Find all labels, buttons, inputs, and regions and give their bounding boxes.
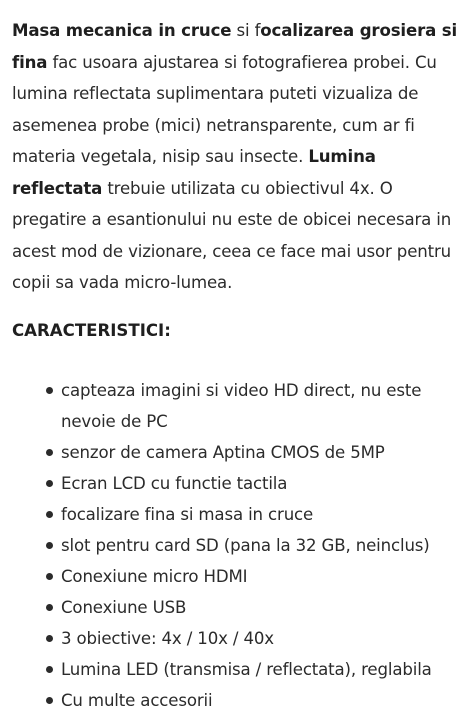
list-item — [12, 530, 468, 561]
list-item — [12, 654, 468, 685]
bullet-icon — [46, 604, 53, 611]
list-item — [12, 437, 468, 468]
feature-text: Lumina LED (transmisa / reflectata), reglabila — [61, 660, 432, 679]
list-item — [12, 623, 468, 654]
bold-phrase-reflected-light: Lumina reflectata — [12, 147, 376, 198]
bullet-icon — [46, 449, 53, 456]
bold-phrase-stage: Masa mecanica in cruce — [12, 21, 232, 40]
features-list — [12, 375, 468, 716]
text-fragment: fac usoara ajustarea si fotografierea probei. Cu lumina reflectata suplimentara puteti vizualiza de asemenea probe (mici) netransparente, cum ar fi materia vegetala, nisip sau insecte. — [12, 52, 437, 166]
list-item — [12, 592, 468, 623]
list-item — [12, 468, 468, 499]
bullet-icon — [46, 635, 53, 642]
product-description — [12, 15, 468, 710]
text-fragment: si f — [231, 21, 261, 40]
list-item — [12, 375, 468, 437]
feature-text: slot pentru card SD (pana la 32 GB, neinclus) — [61, 536, 430, 555]
feature-text: senzor de camera Aptina CMOS de 5MP — [61, 443, 385, 462]
description-paragraph — [12, 15, 468, 299]
bullet-icon — [46, 697, 53, 704]
text-fragment: trebuie utilizata cu obiectivul 4x. O pregatire a esantionului nu este de obicei necesara in acest mod de vizionare, ceea ce face mai usor pentru copii sa vada micro-lumea. — [12, 178, 452, 292]
feature-text: 3 obiective: 4x / 10x / 40x — [61, 629, 274, 648]
feature-text: Conexiune micro HDMI — [61, 567, 248, 586]
feature-text: Cu multe accesorii — [61, 691, 213, 710]
bullet-icon — [46, 387, 53, 394]
feature-text: focalizare fina si masa in cruce — [61, 505, 314, 524]
bullet-icon — [46, 511, 53, 518]
bullet-icon — [46, 542, 53, 549]
list-item — [12, 685, 468, 716]
bullet-icon — [46, 666, 53, 673]
bullet-icon — [46, 480, 53, 487]
features-heading: CARACTERISTICI: — [12, 321, 171, 340]
feature-text: capteaza imagini si video HD direct, nu este nevoie de PC — [61, 381, 422, 431]
list-item — [12, 499, 468, 530]
bold-phrase-focus: ocalizarea grosiera si fina — [12, 21, 458, 72]
feature-text: Conexiune USB — [61, 598, 187, 617]
bullet-icon — [46, 573, 53, 580]
feature-text: Ecran LCD cu functie tactila — [61, 474, 288, 493]
list-item — [12, 561, 468, 592]
